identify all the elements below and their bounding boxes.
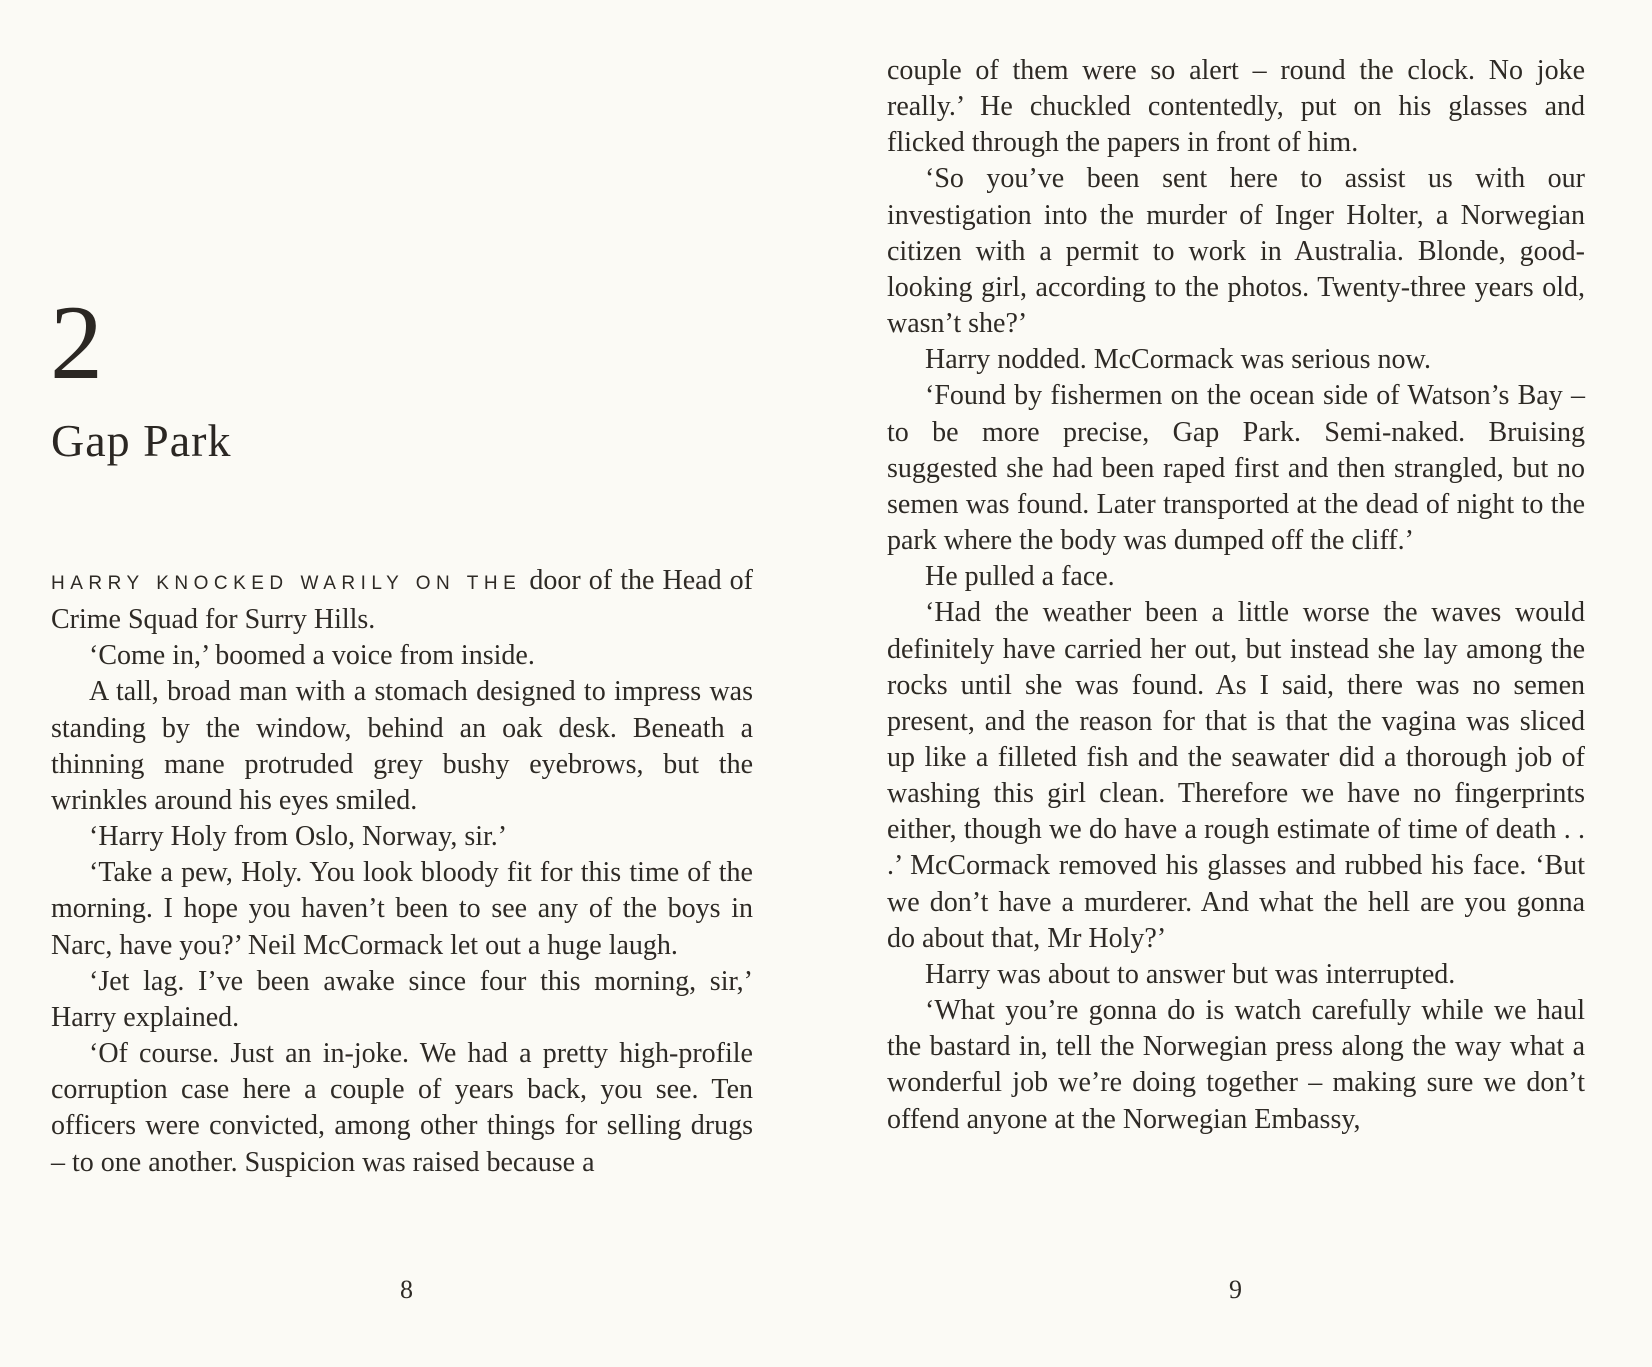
chapter-number: 2 bbox=[50, 284, 103, 401]
chapter-title: Gap Park bbox=[51, 415, 232, 466]
paragraph: Harry was about to answer but was interrupted. bbox=[925, 958, 1456, 990]
paragraph: ‘Had the weather been a little worse the waves would definitely have carried her out, but instead she lay among the rocks until she was found. As I said, there was no semen present, and the reason for that is that the vagina was sliced up like a filleted fish and the seawater did a thorough job of washing this girl clean. Therefore we have no fingerprints either, though we do have a rough estimate of time of death . . .’ McCormack removed his glasses and rubbed his face. ‘But we don’t have a murderer. And what the hell are you gonna do about that, Mr Holy?’ bbox=[887, 597, 1585, 954]
paragraph: ‘Of course. Just an in-joke. We had a pretty high-profile corruption case here a couple of years back, you see. Ten officers were convicted, among other things for selling drugs – to one another. Suspicion was raised because a bbox=[51, 1038, 753, 1178]
paragraph: ‘Come in,’ boomed a voice from inside. bbox=[89, 640, 535, 672]
paragraph: ‘What you’re gonna do is watch carefully while we haul the bastard in, tell the Norwegian press along the way what a wonderful job we’re doing together – making sure we don’t offend anyone at the Norwegian Embassy, bbox=[887, 995, 1585, 1135]
opening-paragraph-text: door of the Head of Crime Squad for Surry Hills. bbox=[51, 565, 753, 636]
right-page bbox=[826, 0, 1652, 1367]
paragraph: ‘Found by fishermen on the ocean side of Watson’s Bay – to be more precise, Gap Park. Semi-naked. Bruising suggested she had been raped first and then strangled, but no semen was found. Later transported at the dead of night to the park where the body was dumped off the cliff.’ bbox=[887, 380, 1585, 557]
page-number-right: 9 bbox=[1229, 1275, 1242, 1304]
paragraph: A tall, broad man with a stomach designed to impress was standing by the window, behind an oak desk. Beneath a thinning mane protruded grey bushy eyebrows, but the wrinkles around his eyes smiled. bbox=[51, 676, 753, 816]
paragraph: He pulled a face. bbox=[925, 561, 1115, 593]
opening-paragraph bbox=[51, 563, 753, 638]
paragraph: ‘Jet lag. I’ve been awake since four this morning, sir,’ Harry explained. bbox=[51, 965, 753, 1033]
left-page-body bbox=[51, 563, 753, 1181]
paragraph: ‘Harry Holy from Oslo, Norway, sir.’ bbox=[89, 821, 508, 853]
paragraph: ‘So you’ve been sent here to assist us with our investigation into the murder of Inger Holter, a Norwegian citizen with a permit to work in Australia. Blonde, good-looking girl, according to the photos. Twenty-three years old, wasn’t she?’ bbox=[887, 163, 1585, 340]
paragraph: ‘Take a pew, Holy. You look bloody fit for this time of the morning. I hope you haven’t been to see any of the boys in Narc, have you?’ Neil McCormack let out a huge laugh. bbox=[51, 857, 753, 961]
paragraph: Harry nodded. McCormack was serious now. bbox=[925, 344, 1431, 376]
continued-paragraph: couple of them were so alert – round the clock. No joke really.’ He chuckled contentedly, put on his glasses and flicked through the papers in front of him. bbox=[887, 55, 1585, 159]
right-page-body bbox=[887, 53, 1585, 1138]
chapter-lead-in: HARRY KNOCKED WARILY ON THE bbox=[51, 573, 522, 594]
page-number-left: 8 bbox=[400, 1275, 413, 1304]
